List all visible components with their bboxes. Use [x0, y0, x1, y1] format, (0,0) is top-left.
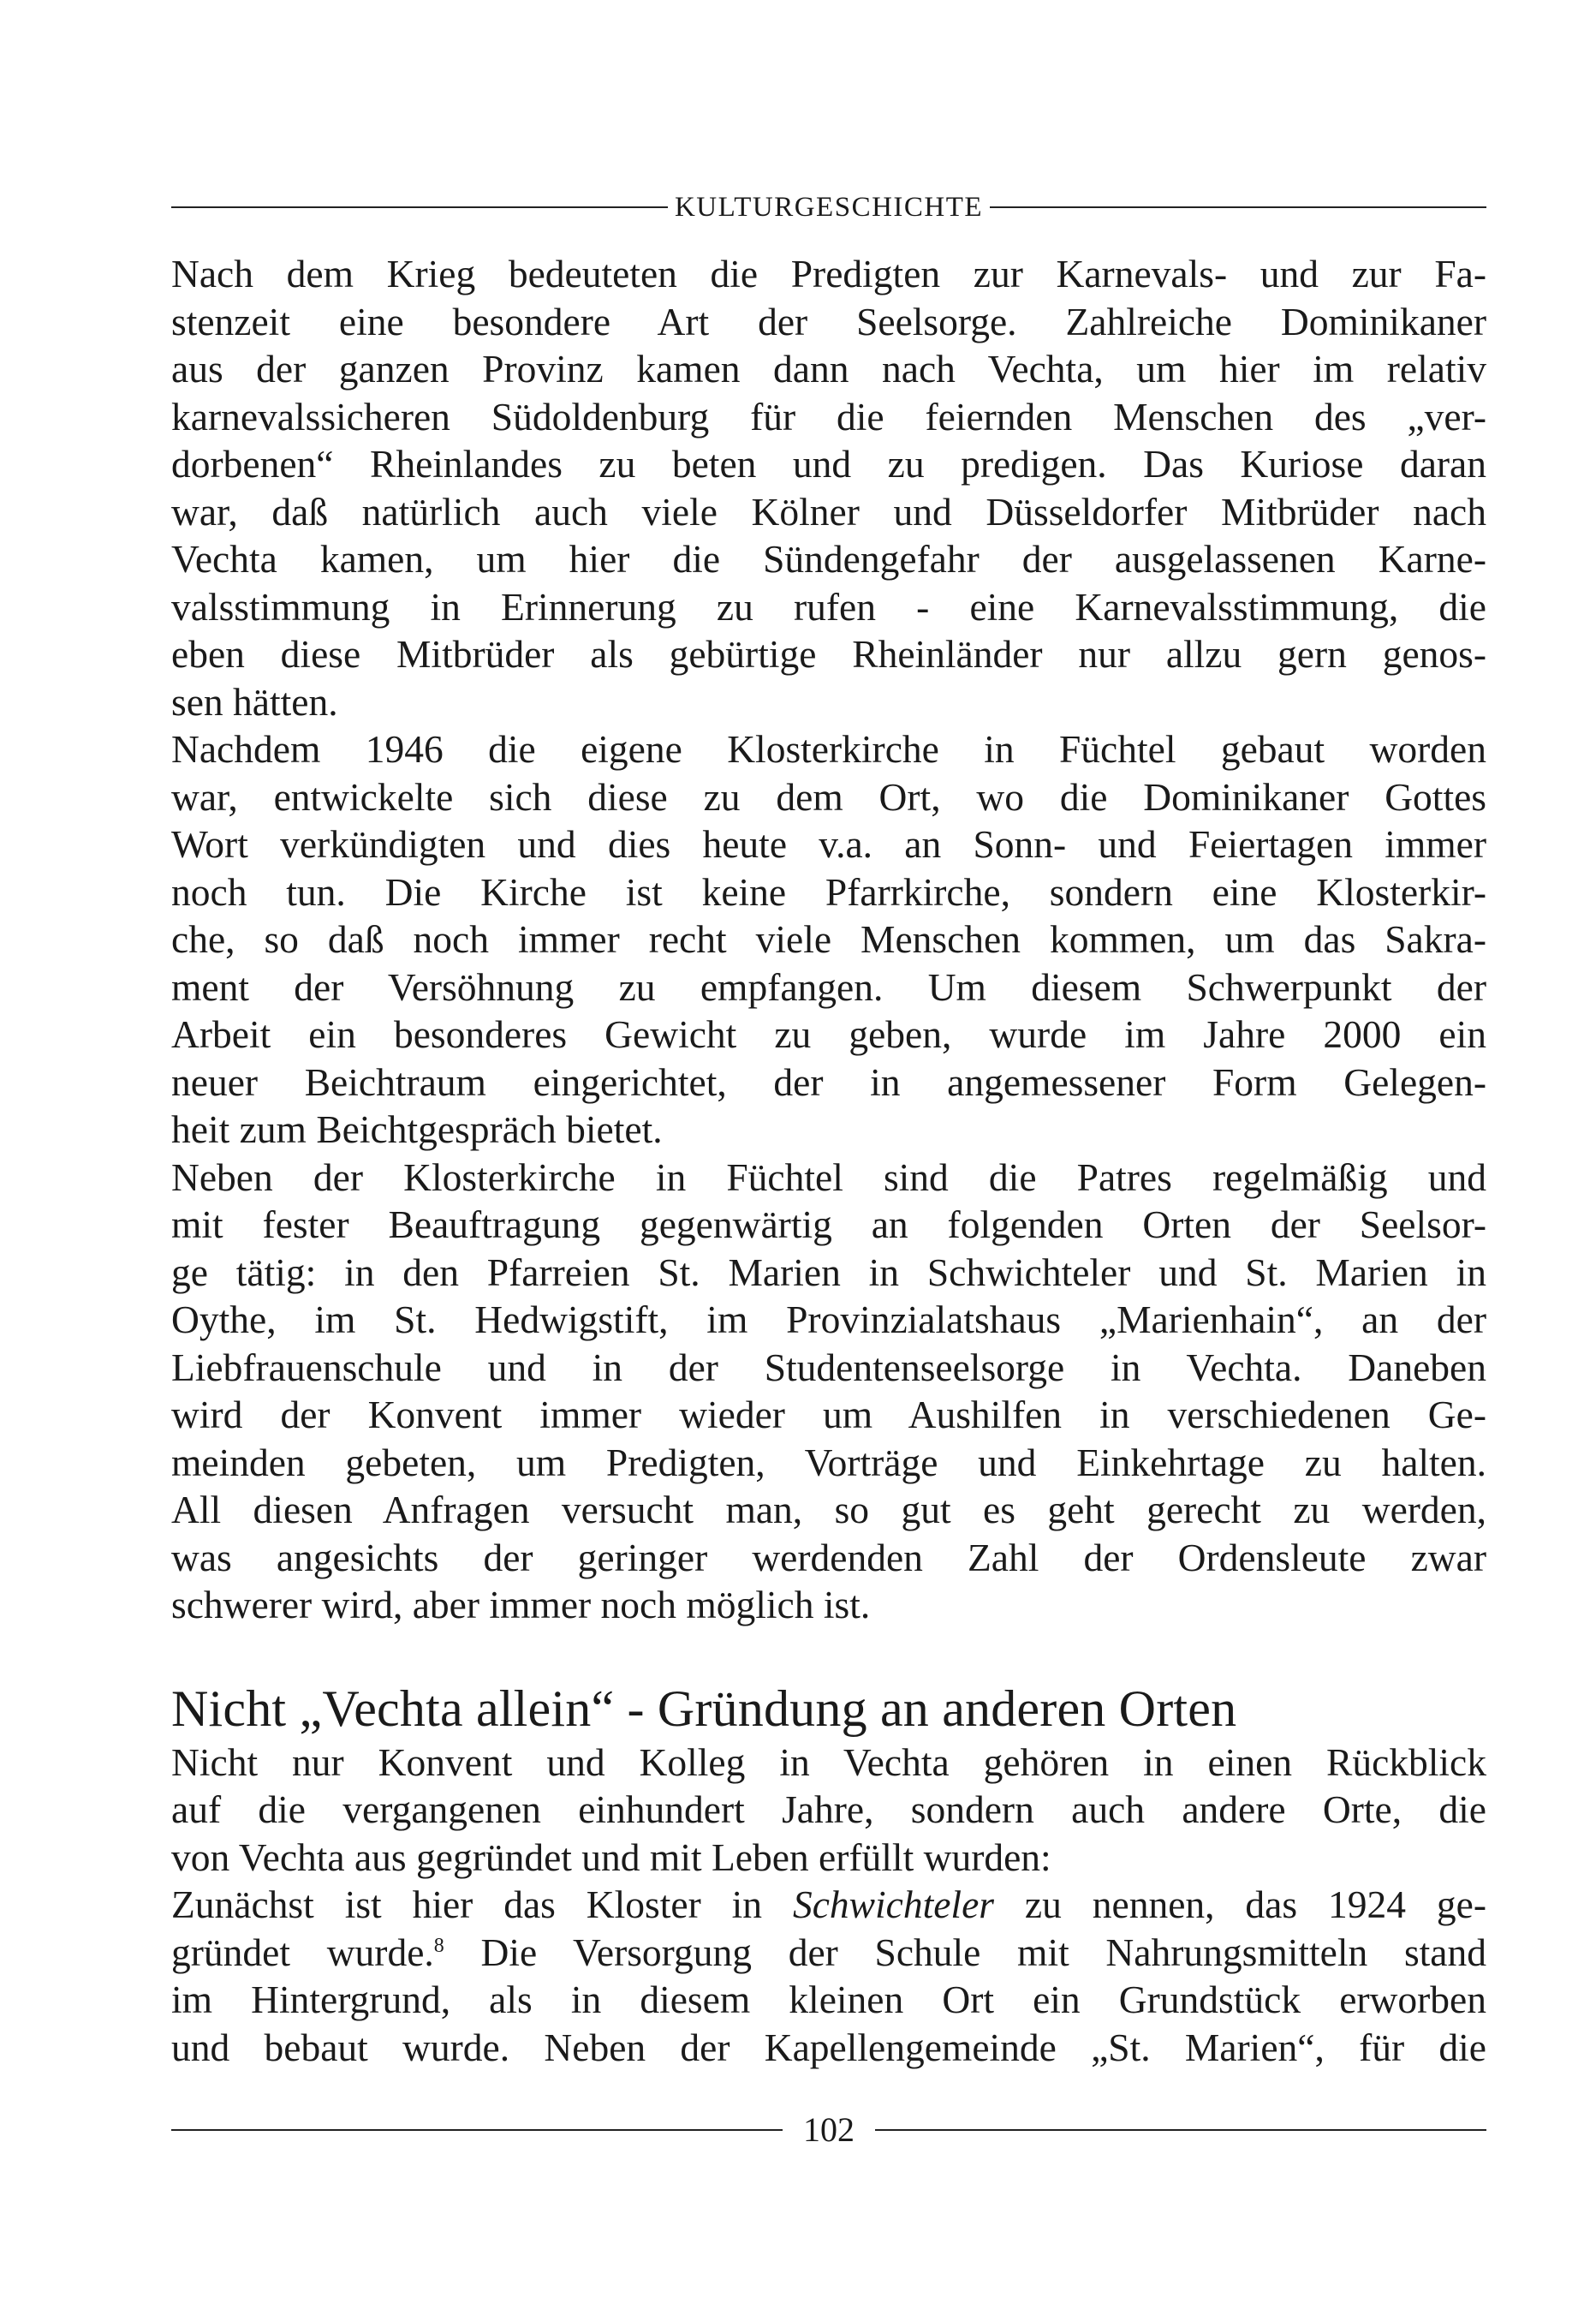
text-line: war, daß natürlich auch viele Kölner und Düsseldorfer Mitbrüder nach	[171, 489, 1486, 534]
page-number: 102	[803, 2110, 855, 2149]
place-name-italic: Schwichteler	[792, 1882, 994, 1926]
header-rule-left	[171, 206, 668, 208]
text-line: mit fester Beauftragung gegenwärtig an folgenden Orten der Seelsor-	[171, 1202, 1486, 1246]
footnote-marker: 8	[433, 1934, 444, 1957]
text-line: Oythe, im St. Hedwigstift, im Provinzialatshaus „Marienhain“, an der	[171, 1298, 1486, 1341]
section-heading: Nicht „Vechta allein“ - Gründung an anderen Orten	[171, 1680, 1237, 1737]
paragraph-seelsorge-orte	[171, 1154, 1486, 1629]
text-line: schwerer wird, aber immer noch möglich ist.	[171, 1583, 871, 1626]
text-line	[171, 1929, 1486, 1977]
footer-rule-right	[875, 2129, 1486, 2131]
text-line: wird der Konvent immer wieder um Aushilfen in verschiedenen Ge-	[171, 1393, 1486, 1436]
text-line: Arbeit ein besonderes Gewicht zu geben, wurde im Jahre 2000 ein	[171, 1012, 1486, 1056]
text-line: Nachdem 1946 die eigene Klosterkirche in Füchtel gebaut worden	[171, 727, 1486, 771]
running-header-title: KULTURGESCHICHTE	[674, 192, 984, 223]
paragraph-klosterkirche	[171, 725, 1486, 1154]
running-header	[171, 190, 1486, 224]
text-line: heit zum Beichtgespräch bietet.	[171, 1107, 663, 1151]
text-line: Wort verkündigten und dies heute v.a. an Sonn- und Feiertagen immer	[171, 822, 1486, 866]
footer-rule-left	[171, 2129, 783, 2131]
paragraph-rueckblick	[171, 1739, 1486, 1882]
text-line: Neben der Klosterkirche in Füchtel sind die Patres regelmäßig und	[171, 1154, 1486, 1199]
text-line: und bebaut wurde. Neben der Kapellengemeinde „St. Marien“, für die	[171, 2025, 1486, 2069]
text-line: noch tun. Die Kirche ist keine Pfarrkirche, sondern eine Klosterkir-	[171, 869, 1486, 914]
text-line: auf die vergangenen einhundert Jahre, sondern auch andere Orte, die	[171, 1787, 1486, 1831]
text-line: Liebfrauenschule und in der Studentenseelsorge in Vechta. Daneben	[171, 1345, 1486, 1389]
text-line: war, entwickelte sich diese zu dem Ort, wo die Dominikaner Gottes	[171, 774, 1486, 819]
text-line: sen hätten.	[171, 679, 338, 724]
text-line: ment der Versöhnung zu empfangen. Um diesem Schwerpunkt der	[171, 964, 1486, 1009]
text-line: eben diese Mitbrüder als gebürtige Rheinländer nur allzu gern genos-	[171, 632, 1486, 676]
text-line: stenzeit eine besondere Art der Seelsorge. Zahlreiche Dominikaner	[171, 299, 1486, 343]
page-footer	[171, 2110, 1486, 2150]
text-line	[171, 1881, 1486, 1929]
text-run: Zunächst ist hier das Kloster in	[171, 1882, 793, 1926]
text-line: was angesichts der geringer werdenden Zahl der Ordensleute zwar	[171, 1535, 1486, 1579]
text-line: ge tätig: in den Pfarreien St. Marien in Schwichteler und St. Marien in	[171, 1250, 1486, 1294]
paragraph-schwichteler	[171, 1881, 1486, 2071]
text-line: aus der ganzen Provinz kamen dann nach Vechta, um hier im relativ	[171, 347, 1486, 391]
body-text	[171, 250, 1486, 2071]
paragraph-karneval	[171, 250, 1486, 725]
text-line: meinden gebeten, um Predigten, Vorträge und Einkehrtage zu halten.	[171, 1440, 1486, 1484]
text-line: dorbenen“ Rheinlandes zu beten und zu predigen. Das Kuriose daran	[171, 442, 1486, 486]
text-run: gründet wurde.	[171, 1930, 434, 1974]
text-run: zu nennen, das 1924 ge-	[993, 1882, 1486, 1926]
text-line: im Hintergrund, als in diesem kleinen Ort ein Grundstück erworben	[171, 1978, 1486, 2021]
text-line: karnevalssicheren Südoldenburg für die feiernden Menschen des „ver-	[171, 394, 1486, 439]
text-run: Die Versorgung der Schule mit Nahrungsmitteln stand	[444, 1930, 1486, 1974]
text-line: neuer Beichtraum eingerichtet, der in angemessener Form Gelegen-	[171, 1059, 1486, 1104]
text-line: All diesen Anfragen versucht man, so gut es geht gerecht zu werden,	[171, 1488, 1486, 1531]
text-line: von Vechta aus gegründet und mit Leben erfüllt wurden:	[171, 1835, 1051, 1879]
text-line: Vechta kamen, um hier die Sündengefahr der ausgelassenen Karne-	[171, 537, 1486, 581]
text-line: Nicht nur Konvent und Kolleg in Vechta gehören in einen Rückblick	[171, 1739, 1486, 1784]
text-line: Nach dem Krieg bedeuteten die Predigten zur Karnevals- und zur Fa-	[171, 252, 1486, 295]
header-rule-right	[990, 206, 1486, 208]
text-line: valsstimmung in Erinnerung zu rufen - eine Karnevalsstimmung, die	[171, 584, 1486, 629]
text-line: che, so daß noch immer recht viele Menschen kommen, um das Sakra-	[171, 917, 1486, 961]
